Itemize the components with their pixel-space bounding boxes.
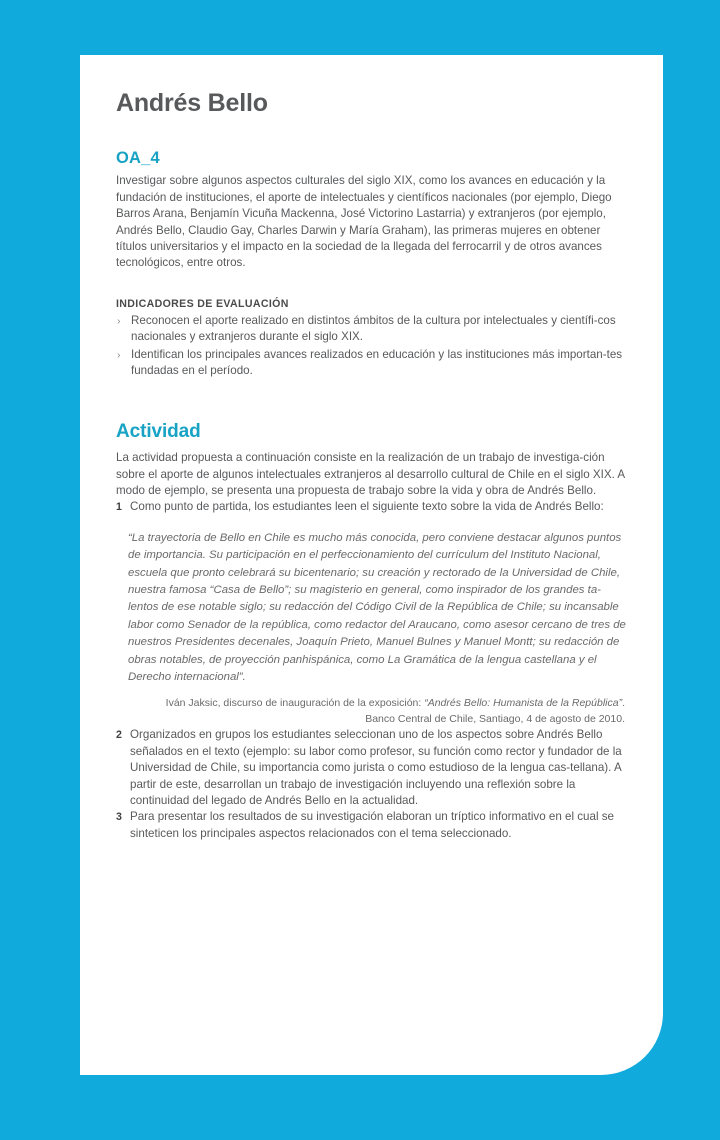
indicator-text: Reconocen el aporte realizado en distintos ámbitos de la cultura por intelectuales y científi-cos nacionales y extranjeros durante el siglo XIX. <box>131 313 616 344</box>
activity-section <box>116 421 629 842</box>
attribution-prefix: Iván Jaksic, discurso de inauguración de la exposición: <box>165 697 425 710</box>
step-number: 3 <box>116 811 122 824</box>
step-text: Como punto de partida, los estudiantes leen el siguiente texto sobre la vida de Andrés Bello: <box>130 500 604 514</box>
attribution-suffix: . <box>622 697 625 710</box>
step-number: 2 <box>116 729 122 742</box>
list-item <box>116 313 629 346</box>
activity-steps-list-continued <box>116 727 629 842</box>
document-page <box>80 55 663 1075</box>
quote-block <box>128 530 629 728</box>
activity-intro: La actividad propuesta a continuación consiste en la realización de un trabajo de investiga-ción sobre el aporte de algunos intelectuales extranjeros al desarrollo cultural de Chile en el siglo XIX. A modo de ejemplo, se presenta una propuesta de trabajo sobre la vida y obra de Andrés Bello. <box>116 451 625 497</box>
indicator-text: Identifican los principales avances realizados en educación y las instituciones más importan-tes fundadas en el período. <box>131 347 623 377</box>
list-item <box>116 809 629 842</box>
step-text: Para presentar los resultados de su investigación elaboran un tríptico informativo en el cual se sinteticen los principales aspectos relacionados con el tema seleccionado. <box>130 810 614 840</box>
indicators-list <box>116 313 629 380</box>
oa-description: Investigar sobre algunos aspectos culturales del siglo XIX, como los avances en educación y la fundación de instituciones, el aporte de intelectuales y científicos nacionales (por ejemplo, Diego Barros Arana, Benjamín Vicuña Mackenna, José Victorino Lastarria) y extranjeros (por ejemplo, Andrés Bello, Claudio Gay, Charles Darwin y María Graham), las primeras mujeres en obtener títulos universitarios y el impacto en la sociedad de la llegada del ferrocarril y de otros avances tecnológicos, entre otros. <box>116 174 612 270</box>
indicators-label: INDICADORES DE EVALUACIÓN <box>116 297 289 310</box>
activity-steps-list <box>116 499 629 515</box>
quote-attribution-line-2: Banco Central de Chile, Santiago, 4 de agosto de 2010. <box>365 712 625 725</box>
activity-heading: Actividad <box>116 421 201 443</box>
chevron-right-icon: › <box>117 314 121 327</box>
chevron-right-icon: › <box>117 348 121 361</box>
quote-attribution-line-1 <box>128 696 625 712</box>
quote-attribution <box>128 696 627 727</box>
quote-text: “La trayectoria de Bello en Chile es mucho más conocida, pero conviene destacar algunos puntos de importancia. Su participación en el perfeccionamiento del currículum del Instituto Nacional, escuela que pronto celebrará su bicentenario; su creación y rectorado de la Universidad de Chile, nuestra famosa “Casa de Bello”; su magisterio en general, como inspirador de los grandes ta-lentos de ese notable siglo; su redacción del Código Civil de la República de Chile; su incansable labor como Senador de la república, como redactor del Araucano, como asesor cercano de tres de nuestros Presidentes decenales, Joaquín Prieto, Manuel Bulnes y Manuel Montt; su redacción de obras notables, de proyección panhispánica, como La Gramática de la lengua castellana y el Derecho internacional”. <box>128 531 626 684</box>
step-number: 1 <box>116 501 122 514</box>
step-text: Organizados en grupos los estudiantes seleccionan uno de los aspectos sobre Andrés Bello señalados en el texto (ejemplo: su labor como profesor, su función como rector y fundador de la Universidad de Chile, su importancia como jurista o como estudioso de la lengua cas-tellana). A partir de este, desarrollan un trabajo de investigación incluyendo una reflexión sobre la continuidad del legado de Andrés Bello en la actualidad. <box>130 728 622 808</box>
page-title: Andrés Bello <box>116 89 268 117</box>
list-item <box>116 347 629 380</box>
oa-code-heading: OA_4 <box>116 148 160 167</box>
learning-objective-section <box>116 149 629 272</box>
evaluation-indicators-section <box>116 298 629 380</box>
attribution-title: “Andrés Bello: Humanista de la República” <box>424 697 623 710</box>
list-item <box>116 727 629 809</box>
list-item <box>116 499 629 515</box>
